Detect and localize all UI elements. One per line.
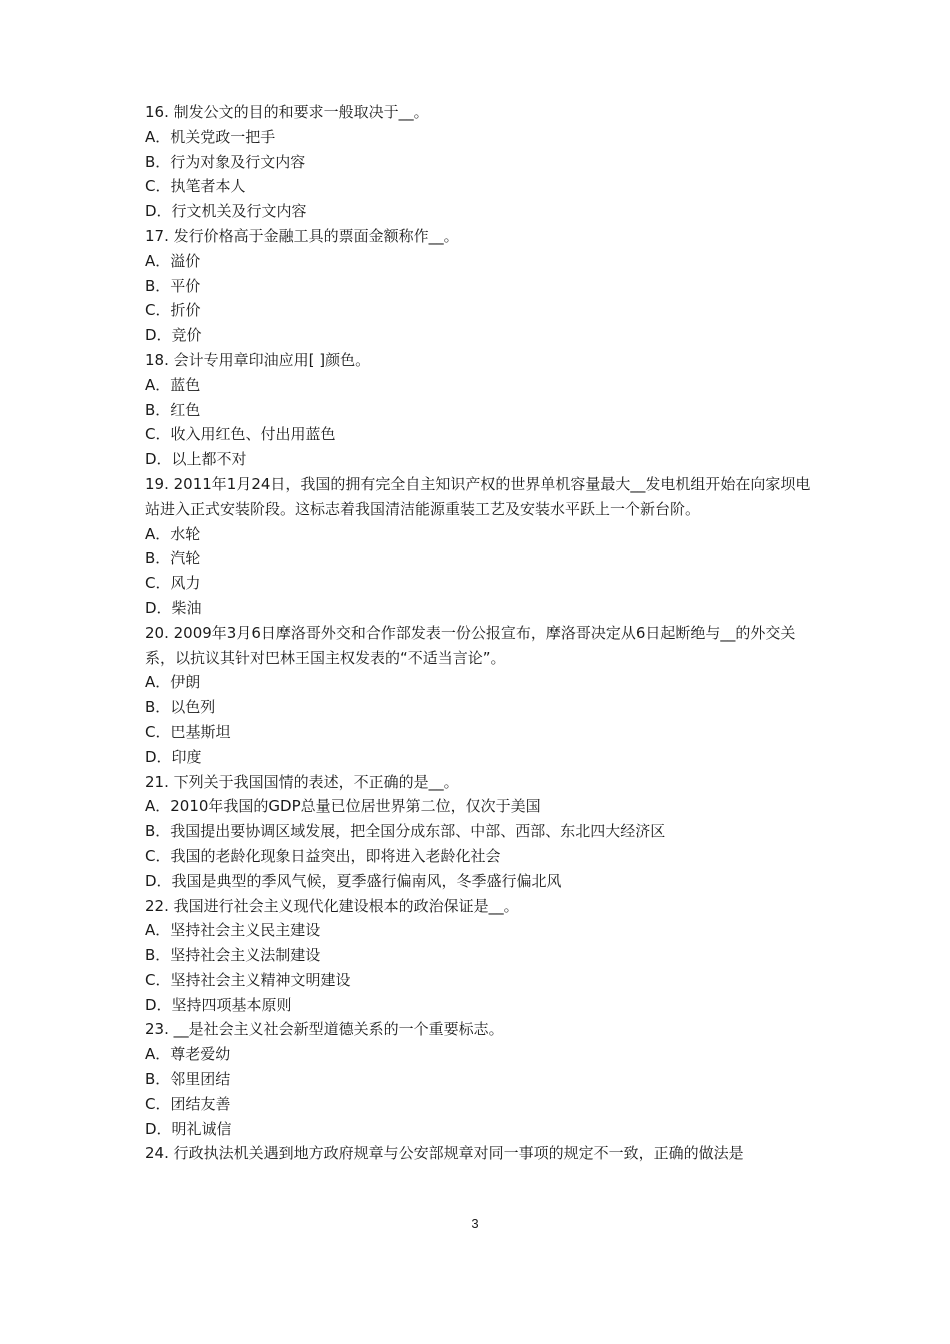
answer-option: D．以上都不对 [145, 450, 247, 469]
question-stem: 21. 下列关于我国国情的表述，不正确的是__。 [145, 772, 459, 791]
answer-option: A．坚持社会主义民主建设 [145, 921, 321, 940]
question-stem: 19. 2011年1月24日，我国的拥有完全自主知识产权的世界单机容量最大__发电机组开始在向家坝电站进入正式安装阶段。这标志着我国清洁能源重装工艺及安装水平跃上一个新台阶。 [145, 474, 811, 518]
answer-option: B．坚持社会主义法制建设 [145, 946, 321, 965]
answer-option: B．行为对象及行文内容 [145, 152, 306, 171]
answer-option: D．柴油 [145, 598, 202, 617]
answer-option: D．竞价 [145, 326, 202, 345]
answer-option: D．印度 [145, 747, 202, 766]
answer-option: C．风力 [145, 574, 201, 593]
answer-option: D．我国是典型的季风气候，夏季盛行偏南风，冬季盛行偏北风 [145, 871, 562, 890]
answer-option: A．蓝色 [145, 375, 201, 394]
answer-option: B．以色列 [145, 698, 216, 717]
answer-option: B．我国提出要协调区域发展，把全国分成东部、中部、西部、东北四大经济区 [145, 822, 666, 841]
page-number: 3 [471, 1216, 479, 1231]
question-stem: 22. 我国进行社会主义现代化建设根本的政治保证是__。 [145, 896, 519, 915]
answer-option: D．行文机关及行文内容 [145, 202, 307, 221]
answer-option: C．折价 [145, 301, 201, 320]
answer-option: B．汽轮 [145, 549, 201, 568]
answer-option: C．我国的老龄化现象日益突出，即将进入老龄化社会 [145, 846, 501, 865]
question-stem: 20. 2009年3月6日摩洛哥外交和合作部发表一份公报宣布，摩洛哥决定从6日起断绝与__的外交关系，以抗议其针对巴林王国主权发表的“不适当言论”。 [145, 623, 796, 667]
answer-option: A．溢价 [145, 251, 201, 270]
answer-option: A．伊朗 [145, 673, 201, 692]
answer-option: C．巴基斯坦 [145, 722, 231, 741]
question-stem: 18. 会计专用章印油应用[ ]颜色。 [145, 350, 371, 369]
answer-option: B．平价 [145, 276, 201, 295]
answer-option: C．坚持社会主义精神文明建设 [145, 970, 351, 989]
answer-option: C．收入用红色、付出用蓝色 [145, 425, 336, 444]
answer-option: C．执笔者本人 [145, 177, 246, 196]
answer-option: A．机关党政一把手 [145, 127, 276, 146]
answer-option: A．水轮 [145, 524, 201, 543]
question-list [145, 100, 813, 1166]
answer-option: D．明礼诚信 [145, 1119, 232, 1138]
question-stem: 17. 发行价格高于金融工具的票面金额称作__。 [145, 226, 459, 245]
question-stem: 23. __是社会主义社会新型道德关系的一个重要标志。 [145, 1020, 504, 1039]
answer-option: A．尊老爱幼 [145, 1045, 231, 1064]
answer-option: D．坚持四项基本原则 [145, 995, 292, 1014]
question-stem: 24. 行政执法机关遇到地方政府规章与公安部规章对同一事项的规定不一致，正确的做法是 [145, 1144, 744, 1163]
answer-option: B．邻里团结 [145, 1070, 231, 1089]
answer-option: C．团结友善 [145, 1094, 231, 1113]
answer-option: A．2010年我国的GDP总量已位居世界第二位，仅次于美国 [145, 797, 541, 816]
question-stem: 16. 制发公文的目的和要求一般取决于__。 [145, 103, 429, 121]
answer-option: B．红色 [145, 400, 201, 419]
